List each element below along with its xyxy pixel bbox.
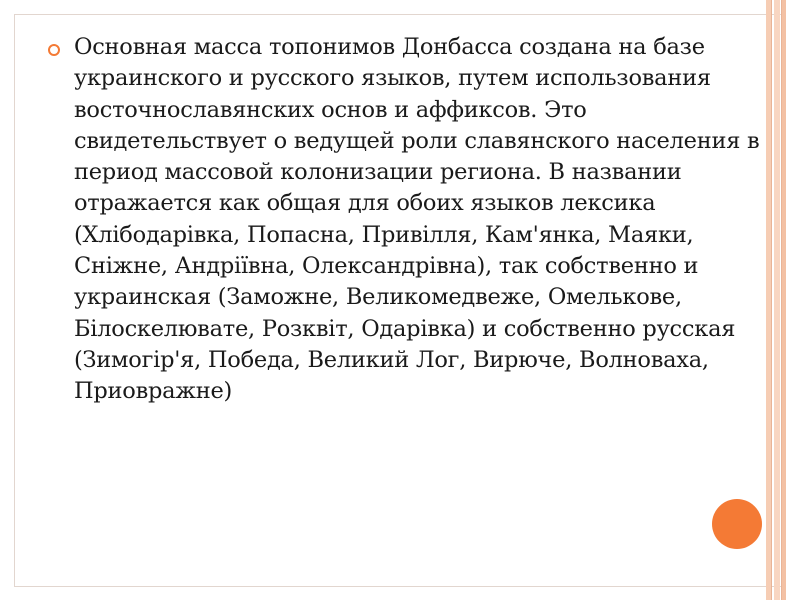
bullet-text: Основная масса топонимов Донбасса создана на базе украинского и русского языков, путем использования восточнославянских основ и аффиксов. Это свидетельствует о ведущей роли славянского населения в период массовой колонизации региона. В названии отражается как общая для обоих языков лексика (Хлібодарівка, Попасна, Привілля, Кам'янка, Маяки, Сніжне, Андріївна, Олександрівна), так собственно и украинская (Заможне, Великомедвеже, Омелькове, Білоскелювате, Розквіт, Одарівка) и собственно русская (Зимогір'я, Победа, Великий Лог, Вирюче, Волноваха, Приовражне)	[74, 34, 760, 405]
bullet-icon	[48, 44, 60, 56]
slide-content	[48, 32, 760, 408]
decorative-stripe-line	[771, 0, 772, 600]
decorative-stripe	[782, 0, 786, 600]
decorative-circle	[712, 499, 762, 549]
decorative-stripe	[774, 0, 780, 600]
